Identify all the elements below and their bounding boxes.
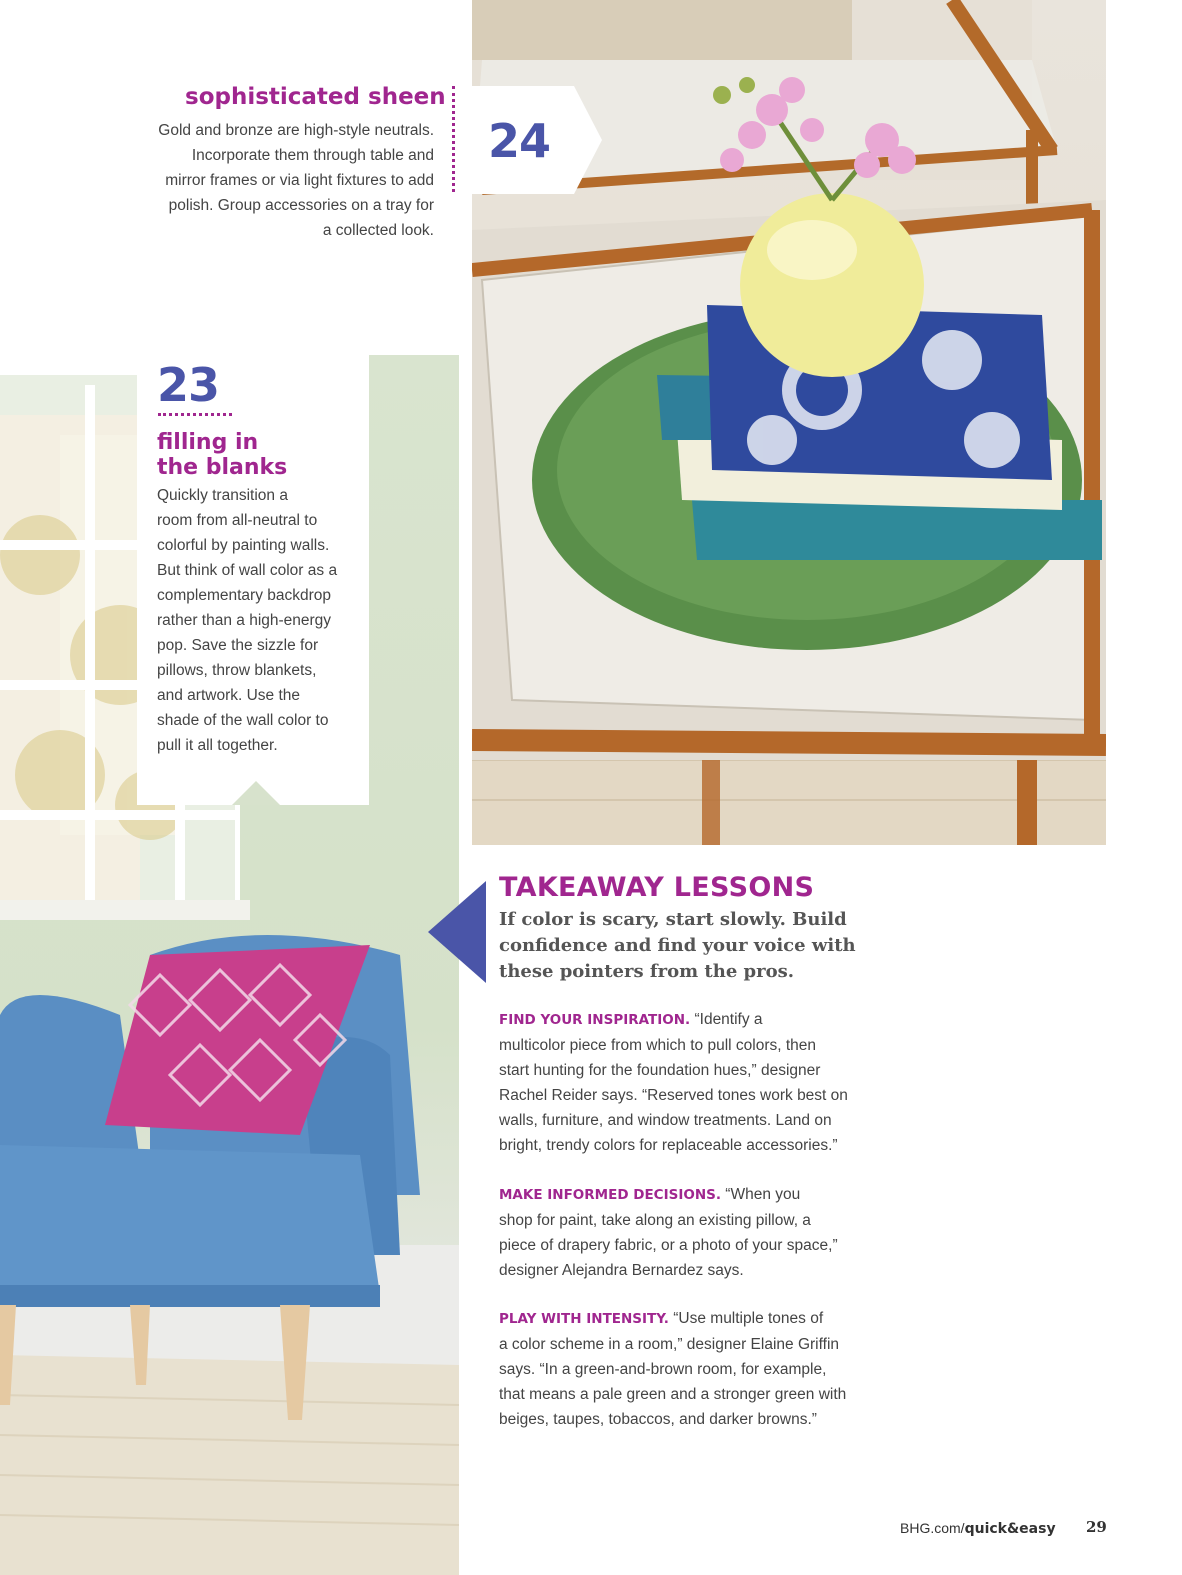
tip-line: Rachel Reider says. “Reserved tones work best on xyxy=(499,1087,848,1104)
tip-number-24: 24 xyxy=(488,114,551,168)
tip-first-line: “When you xyxy=(720,1186,801,1203)
intro-line: confidence and find your voice with xyxy=(499,935,856,956)
tip-line: beiges, taupes, tobaccos, and darker browns.” xyxy=(499,1411,817,1428)
tip-line: shop for paint, take along an existing pillow, a xyxy=(499,1212,811,1229)
tip-line: that means a pale green and a stronger green with xyxy=(499,1386,847,1403)
takeaway-arrow-icon xyxy=(428,881,486,983)
sheen-line: mirror frames or via light fixtures to add xyxy=(165,172,434,189)
tip-line: piece of drapery fabric, or a photo of your space,” xyxy=(499,1237,838,1254)
blanks-heading xyxy=(157,430,287,480)
number-box-24-pointer xyxy=(574,86,602,194)
tip-line: bright, trendy colors for replaceable accessories.” xyxy=(499,1137,838,1154)
intro-line: these pointers from the pros. xyxy=(499,961,795,982)
footer-site xyxy=(900,1520,1056,1537)
tip-label: FIND YOUR INSPIRATION. xyxy=(499,1012,691,1028)
blanks-divider xyxy=(158,413,232,416)
tip-line: a color scheme in a room,” designer Elaine Griffin xyxy=(499,1336,840,1353)
blanks-heading-line: filling in xyxy=(157,430,259,455)
sheen-body xyxy=(134,118,434,243)
tip-play-intensity xyxy=(499,1306,869,1432)
footer-site-prefix: BHG.com/ xyxy=(900,1520,965,1536)
intro-line: If color is scary, start slowly. Build xyxy=(499,909,847,930)
blanks-line: complementary backdrop xyxy=(157,587,332,604)
blanks-body xyxy=(157,483,362,758)
tip-label: MAKE INFORMED DECISIONS. xyxy=(499,1187,721,1203)
tip-label: PLAY WITH INTENSITY. xyxy=(499,1311,669,1327)
tip-line: multicolor piece from which to pull colors, then xyxy=(499,1037,817,1054)
number-box-23-notch xyxy=(232,781,280,805)
sheen-divider xyxy=(452,86,455,192)
blanks-heading-line: the blanks xyxy=(157,455,288,480)
tip-line: designer Alejandra Bernardez says. xyxy=(499,1262,744,1279)
footer-site-section: quick&easy xyxy=(964,1521,1056,1537)
tip-line: start hunting for the foundation hues,” designer xyxy=(499,1062,821,1079)
blanks-line: room from all-neutral to xyxy=(157,512,318,529)
tip-find-inspiration xyxy=(499,1007,869,1158)
sheen-heading: sophisticated sheen xyxy=(185,84,446,110)
tip-line: walls, furniture, and window treatments. Land on xyxy=(499,1112,832,1129)
blanks-line: rather than a high-energy xyxy=(157,612,332,629)
blanks-line: pillows, throw blankets, xyxy=(157,662,317,679)
sheen-line: Incorporate them through table and xyxy=(191,147,434,164)
blanks-line: and artwork. Use the xyxy=(157,687,301,704)
tip-number-23: 23 xyxy=(157,358,220,412)
blanks-line: shade of the wall color to xyxy=(157,712,329,729)
tip-informed-decisions xyxy=(499,1182,869,1283)
tip-line: says. “In a green-and-brown room, for example, xyxy=(499,1361,827,1378)
blanks-line: But think of wall color as a xyxy=(157,562,338,579)
takeaway-intro xyxy=(499,907,879,985)
sheen-line: polish. Group accessories on a tray for xyxy=(168,197,434,214)
blanks-line: Quickly transition a xyxy=(157,487,288,504)
sheen-line: Gold and bronze are high-style neutrals. xyxy=(158,122,434,139)
blanks-line: colorful by painting walls. xyxy=(157,537,330,554)
takeaway-title: TAKEAWAY LESSONS xyxy=(499,872,815,903)
page-number: 29 xyxy=(1086,1518,1107,1536)
blanks-line: pop. Save the sizzle for xyxy=(157,637,319,654)
tip-first-line: “Use multiple tones of xyxy=(668,1310,824,1327)
sheen-line: a collected look. xyxy=(322,222,434,239)
tip-first-line: “Identify a xyxy=(690,1011,763,1028)
blanks-line: pull it all together. xyxy=(157,737,278,754)
